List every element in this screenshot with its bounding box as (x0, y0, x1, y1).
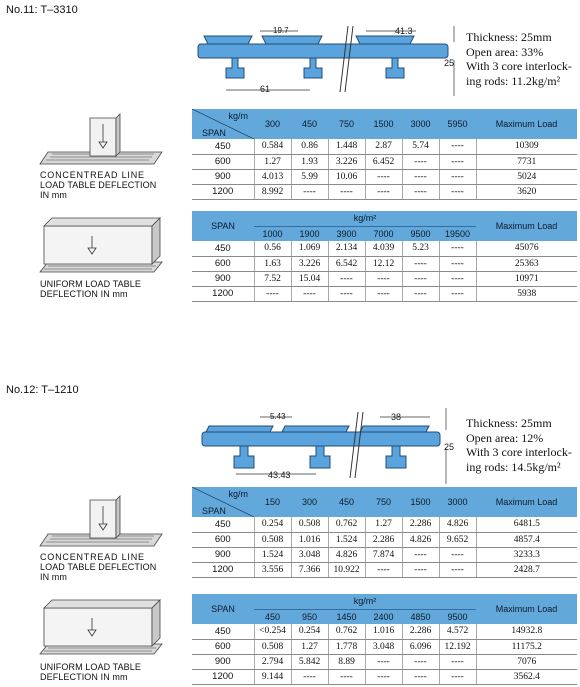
cell: 7.52 (254, 271, 291, 286)
table-row (192, 241, 577, 256)
uniform-load-label (40, 662, 141, 682)
cell: 2.794 (254, 654, 291, 669)
table-row (192, 532, 577, 547)
uniform-load-label-1: UNIFORM LOAD TABLE (40, 662, 141, 672)
cell: 0.56 (254, 241, 291, 256)
span-load-header (192, 487, 254, 517)
cell: ---- (439, 562, 476, 577)
line-load-label-2: LOAD TABLE DEFLECTION (40, 562, 157, 572)
cell: 5.23 (402, 241, 439, 256)
load-col: 3000 (402, 109, 439, 139)
cell: ---- (439, 139, 476, 154)
dim-span: 43.43 (268, 470, 291, 480)
cell: 1.069 (291, 241, 328, 256)
load-col: 1000 (254, 226, 291, 241)
load-col: 3000 (439, 487, 476, 517)
uniform-load-label-2: DEFLECTION IN mm (40, 289, 128, 299)
row-span: 450 (192, 241, 254, 256)
unit-header: kg/m² (254, 211, 476, 226)
cell: 3.048 (365, 639, 402, 654)
table-row (192, 271, 577, 286)
row-span: 600 (192, 256, 254, 271)
cell: 1.524 (328, 532, 365, 547)
table-row (192, 654, 577, 669)
cell: ---- (291, 669, 328, 684)
max-cell: 10309 (476, 139, 577, 154)
cell: 6.096 (402, 639, 439, 654)
spec-open-area: Open area: 12% (466, 430, 544, 445)
load-col: 450 (254, 609, 291, 624)
cell: ---- (439, 669, 476, 684)
dim-thickness: 25 (444, 58, 455, 68)
cell: ---- (402, 669, 439, 684)
spec-open-area: Open area: 33% (466, 44, 544, 59)
max-cell: 4857.4 (476, 532, 577, 547)
cell: 4.826 (439, 517, 476, 532)
max-cell: 5024 (476, 169, 577, 184)
cell: 12.12 (365, 256, 402, 271)
cell: 0.254 (291, 624, 328, 639)
cell: 1.016 (291, 532, 328, 547)
cell: ---- (365, 562, 402, 577)
cell: 1.27 (254, 154, 291, 169)
cell: 3.226 (291, 256, 328, 271)
cell: 2.134 (328, 241, 365, 256)
cell: ---- (328, 669, 365, 684)
cell: ---- (402, 286, 439, 301)
load-col: 2400 (365, 609, 402, 624)
table-row (192, 169, 577, 184)
cell: ---- (402, 547, 439, 562)
load-col: 1500 (365, 109, 402, 139)
cell: 7.874 (365, 547, 402, 562)
max-cell: 2428.7 (476, 562, 577, 577)
uniform-load-label-2: DEFLECTION IN mm (40, 672, 128, 682)
spec-rods-line1: With 3 core interlock- (466, 59, 572, 73)
cell: 15.04 (291, 271, 328, 286)
section-title: No.12: T–1210 (6, 384, 79, 396)
table-row (192, 517, 577, 532)
span-header: SPAN (192, 211, 254, 241)
max-cell: 6481.5 (476, 517, 577, 532)
span-load-header (192, 109, 254, 139)
table-row (192, 624, 577, 639)
max-load-header: Maximum Load (476, 594, 577, 624)
line-load-label (40, 552, 156, 582)
profile-diagram (196, 404, 458, 488)
load-col: 19500 (439, 226, 476, 241)
cell: 0.508 (254, 532, 291, 547)
cell: 0.762 (328, 624, 365, 639)
load-col: 1500 (402, 487, 439, 517)
max-cell: 3233.3 (476, 547, 577, 562)
table-row (192, 547, 577, 562)
line-load-table (192, 487, 577, 578)
cell: ---- (291, 184, 328, 199)
table-row (192, 639, 577, 654)
dim-thickness: 25 (444, 442, 455, 452)
cell: 6.452 (365, 154, 402, 169)
cell: 9.652 (439, 532, 476, 547)
line-load-label-2: LOAD TABLE DEFLECTION (40, 180, 157, 190)
cell: 1.63 (254, 256, 291, 271)
cell: ---- (291, 286, 328, 301)
cell: ---- (402, 562, 439, 577)
max-cell: 45076 (476, 241, 577, 256)
cell: 4.826 (402, 532, 439, 547)
row-span: 1200 (192, 286, 254, 301)
cell: ---- (365, 184, 402, 199)
row-span: 600 (192, 154, 254, 169)
cell: 1.778 (328, 639, 365, 654)
spec-list (466, 416, 572, 474)
section-title: No.11: T–3310 (6, 4, 78, 16)
dim-span: 61 (260, 84, 271, 94)
spec-thickness: Thickness: 25mm (466, 30, 552, 44)
uniform-load-table (192, 211, 577, 302)
cell: 0.508 (254, 639, 291, 654)
uniform-load-illustration (36, 596, 166, 658)
spec-rods-line2: ing rods: 14.5kg/m² (466, 459, 561, 474)
cell: 5.842 (291, 654, 328, 669)
cell: ---- (439, 286, 476, 301)
table-row (192, 286, 577, 301)
cell: ---- (328, 184, 365, 199)
unit-label: kg/m (228, 111, 248, 121)
cell: 2.286 (402, 517, 439, 532)
cell: 12.192 (439, 639, 476, 654)
table-row (192, 562, 577, 577)
cell: 1.016 (365, 624, 402, 639)
cell: 10.922 (328, 562, 365, 577)
line-load-table (192, 109, 577, 200)
cell: 10.06 (328, 169, 365, 184)
max-load-header: Maximum Load (476, 211, 577, 241)
max-cell: 11175.2 (476, 639, 577, 654)
load-col: 9500 (439, 609, 476, 624)
row-span: 450 (192, 517, 254, 532)
cell: 6.542 (328, 256, 365, 271)
max-cell: 7731 (476, 154, 577, 169)
cell: 4.039 (365, 241, 402, 256)
load-col: 450 (291, 109, 328, 139)
row-span: 1200 (192, 184, 254, 199)
cell: 1.93 (291, 154, 328, 169)
max-cell: 25363 (476, 256, 577, 271)
line-load-illustration (36, 112, 166, 168)
cell: ---- (402, 256, 439, 271)
cell: ---- (402, 271, 439, 286)
cell: ---- (328, 271, 365, 286)
cell: 1.524 (254, 547, 291, 562)
cell: 8.992 (254, 184, 291, 199)
max-cell: 3562.4 (476, 669, 577, 684)
cell: ---- (439, 654, 476, 669)
cell: ---- (439, 241, 476, 256)
row-span: 1200 (192, 562, 254, 577)
cell: ---- (365, 654, 402, 669)
cell: 3.556 (254, 562, 291, 577)
load-col: 1450 (328, 609, 365, 624)
line-load-label-1: CONCENTREAD LINE (40, 552, 145, 562)
row-span: 450 (192, 139, 254, 154)
max-cell: 10971 (476, 271, 577, 286)
spec-rods-line1: With 3 core interlock- (466, 445, 572, 459)
cell: 0.508 (291, 517, 328, 532)
dim-pitch: 19.7 (273, 26, 289, 35)
max-cell: 14932.8 (476, 624, 577, 639)
cell: ---- (439, 256, 476, 271)
profile-diagram (190, 22, 460, 102)
load-col: 950 (291, 609, 328, 624)
cell: ---- (254, 286, 291, 301)
max-load-header: Maximum Load (476, 487, 577, 517)
cell: 3.226 (328, 154, 365, 169)
row-span: 900 (192, 169, 254, 184)
cell: 2.286 (365, 532, 402, 547)
cell: ---- (402, 154, 439, 169)
cell: 7.366 (291, 562, 328, 577)
load-col: 750 (365, 487, 402, 517)
cell: ---- (402, 169, 439, 184)
cell: 2.87 (365, 139, 402, 154)
cell: ---- (439, 184, 476, 199)
dim-pitch: 5.43 (270, 412, 286, 421)
row-span: 900 (192, 271, 254, 286)
load-col: 300 (254, 109, 291, 139)
dim-width: 38 (391, 412, 402, 422)
cell: 1.448 (328, 139, 365, 154)
spec-thickness: Thickness: 25mm (466, 416, 552, 430)
table-row (192, 256, 577, 271)
cell: ---- (439, 547, 476, 562)
cell: ---- (402, 184, 439, 199)
load-col: 7000 (365, 226, 402, 241)
span-header: SPAN (192, 594, 254, 624)
uniform-load-label-1: UNIFORM LOAD TABLE (40, 279, 141, 289)
span-label: SPAN (202, 128, 226, 138)
cell: <0.254 (254, 624, 291, 639)
cell: 2.286 (402, 624, 439, 639)
cell: 0.254 (254, 517, 291, 532)
cell: 1.27 (365, 517, 402, 532)
cell: ---- (365, 669, 402, 684)
cell: ---- (365, 271, 402, 286)
uniform-load-table (192, 594, 577, 685)
row-span: 450 (192, 624, 254, 639)
row-span: 900 (192, 654, 254, 669)
max-load-header: Maximum Load (476, 109, 577, 139)
cell: 0.584 (254, 139, 291, 154)
cell: 1.27 (291, 639, 328, 654)
cell: ---- (365, 286, 402, 301)
cell: ---- (365, 169, 402, 184)
cell: 4.572 (439, 624, 476, 639)
unit-header: kg/m² (254, 594, 476, 609)
max-cell: 7076 (476, 654, 577, 669)
dim-width: 41.3 (395, 26, 413, 36)
load-col: 300 (291, 487, 328, 517)
load-col: 1900 (291, 226, 328, 241)
cell: ---- (439, 154, 476, 169)
unit-label: kg/m (228, 489, 248, 499)
load-col: 9500 (402, 226, 439, 241)
cell: 8.89 (328, 654, 365, 669)
cell: ---- (439, 169, 476, 184)
cell: 3.048 (291, 547, 328, 562)
cell: 9.144 (254, 669, 291, 684)
cell: 0.762 (328, 517, 365, 532)
load-col: 3900 (328, 226, 365, 241)
uniform-load-label (40, 279, 141, 299)
load-col: 150 (254, 487, 291, 517)
cell: ---- (402, 654, 439, 669)
spec-rods-line2: ing rods: 11.2kg/m² (466, 73, 561, 88)
load-col: 4850 (402, 609, 439, 624)
cell: ---- (328, 286, 365, 301)
row-span: 1200 (192, 669, 254, 684)
row-span: 900 (192, 547, 254, 562)
cell: ---- (439, 271, 476, 286)
cell: 4.826 (328, 547, 365, 562)
table-row (192, 139, 577, 154)
span-label: SPAN (202, 506, 226, 516)
line-load-label (40, 170, 156, 200)
table-row (192, 154, 577, 169)
spec-list (466, 30, 572, 88)
row-span: 600 (192, 639, 254, 654)
cell: 5.74 (402, 139, 439, 154)
line-load-label-3: IN mm (40, 190, 67, 200)
row-span: 600 (192, 532, 254, 547)
line-load-label-3: IN mm (40, 572, 67, 582)
line-load-illustration (36, 494, 166, 550)
load-col: 450 (328, 487, 365, 517)
cell: 5.99 (291, 169, 328, 184)
load-col: 5950 (439, 109, 476, 139)
table-row (192, 669, 577, 684)
cell: 4.013 (254, 169, 291, 184)
table-row (192, 184, 577, 199)
line-load-label-1: CONCENTREAD LINE (40, 170, 145, 180)
load-col: 750 (328, 109, 365, 139)
max-cell: 3620 (476, 184, 577, 199)
cell: 0.86 (291, 139, 328, 154)
max-cell: 5938 (476, 286, 577, 301)
uniform-load-illustration (36, 214, 166, 276)
